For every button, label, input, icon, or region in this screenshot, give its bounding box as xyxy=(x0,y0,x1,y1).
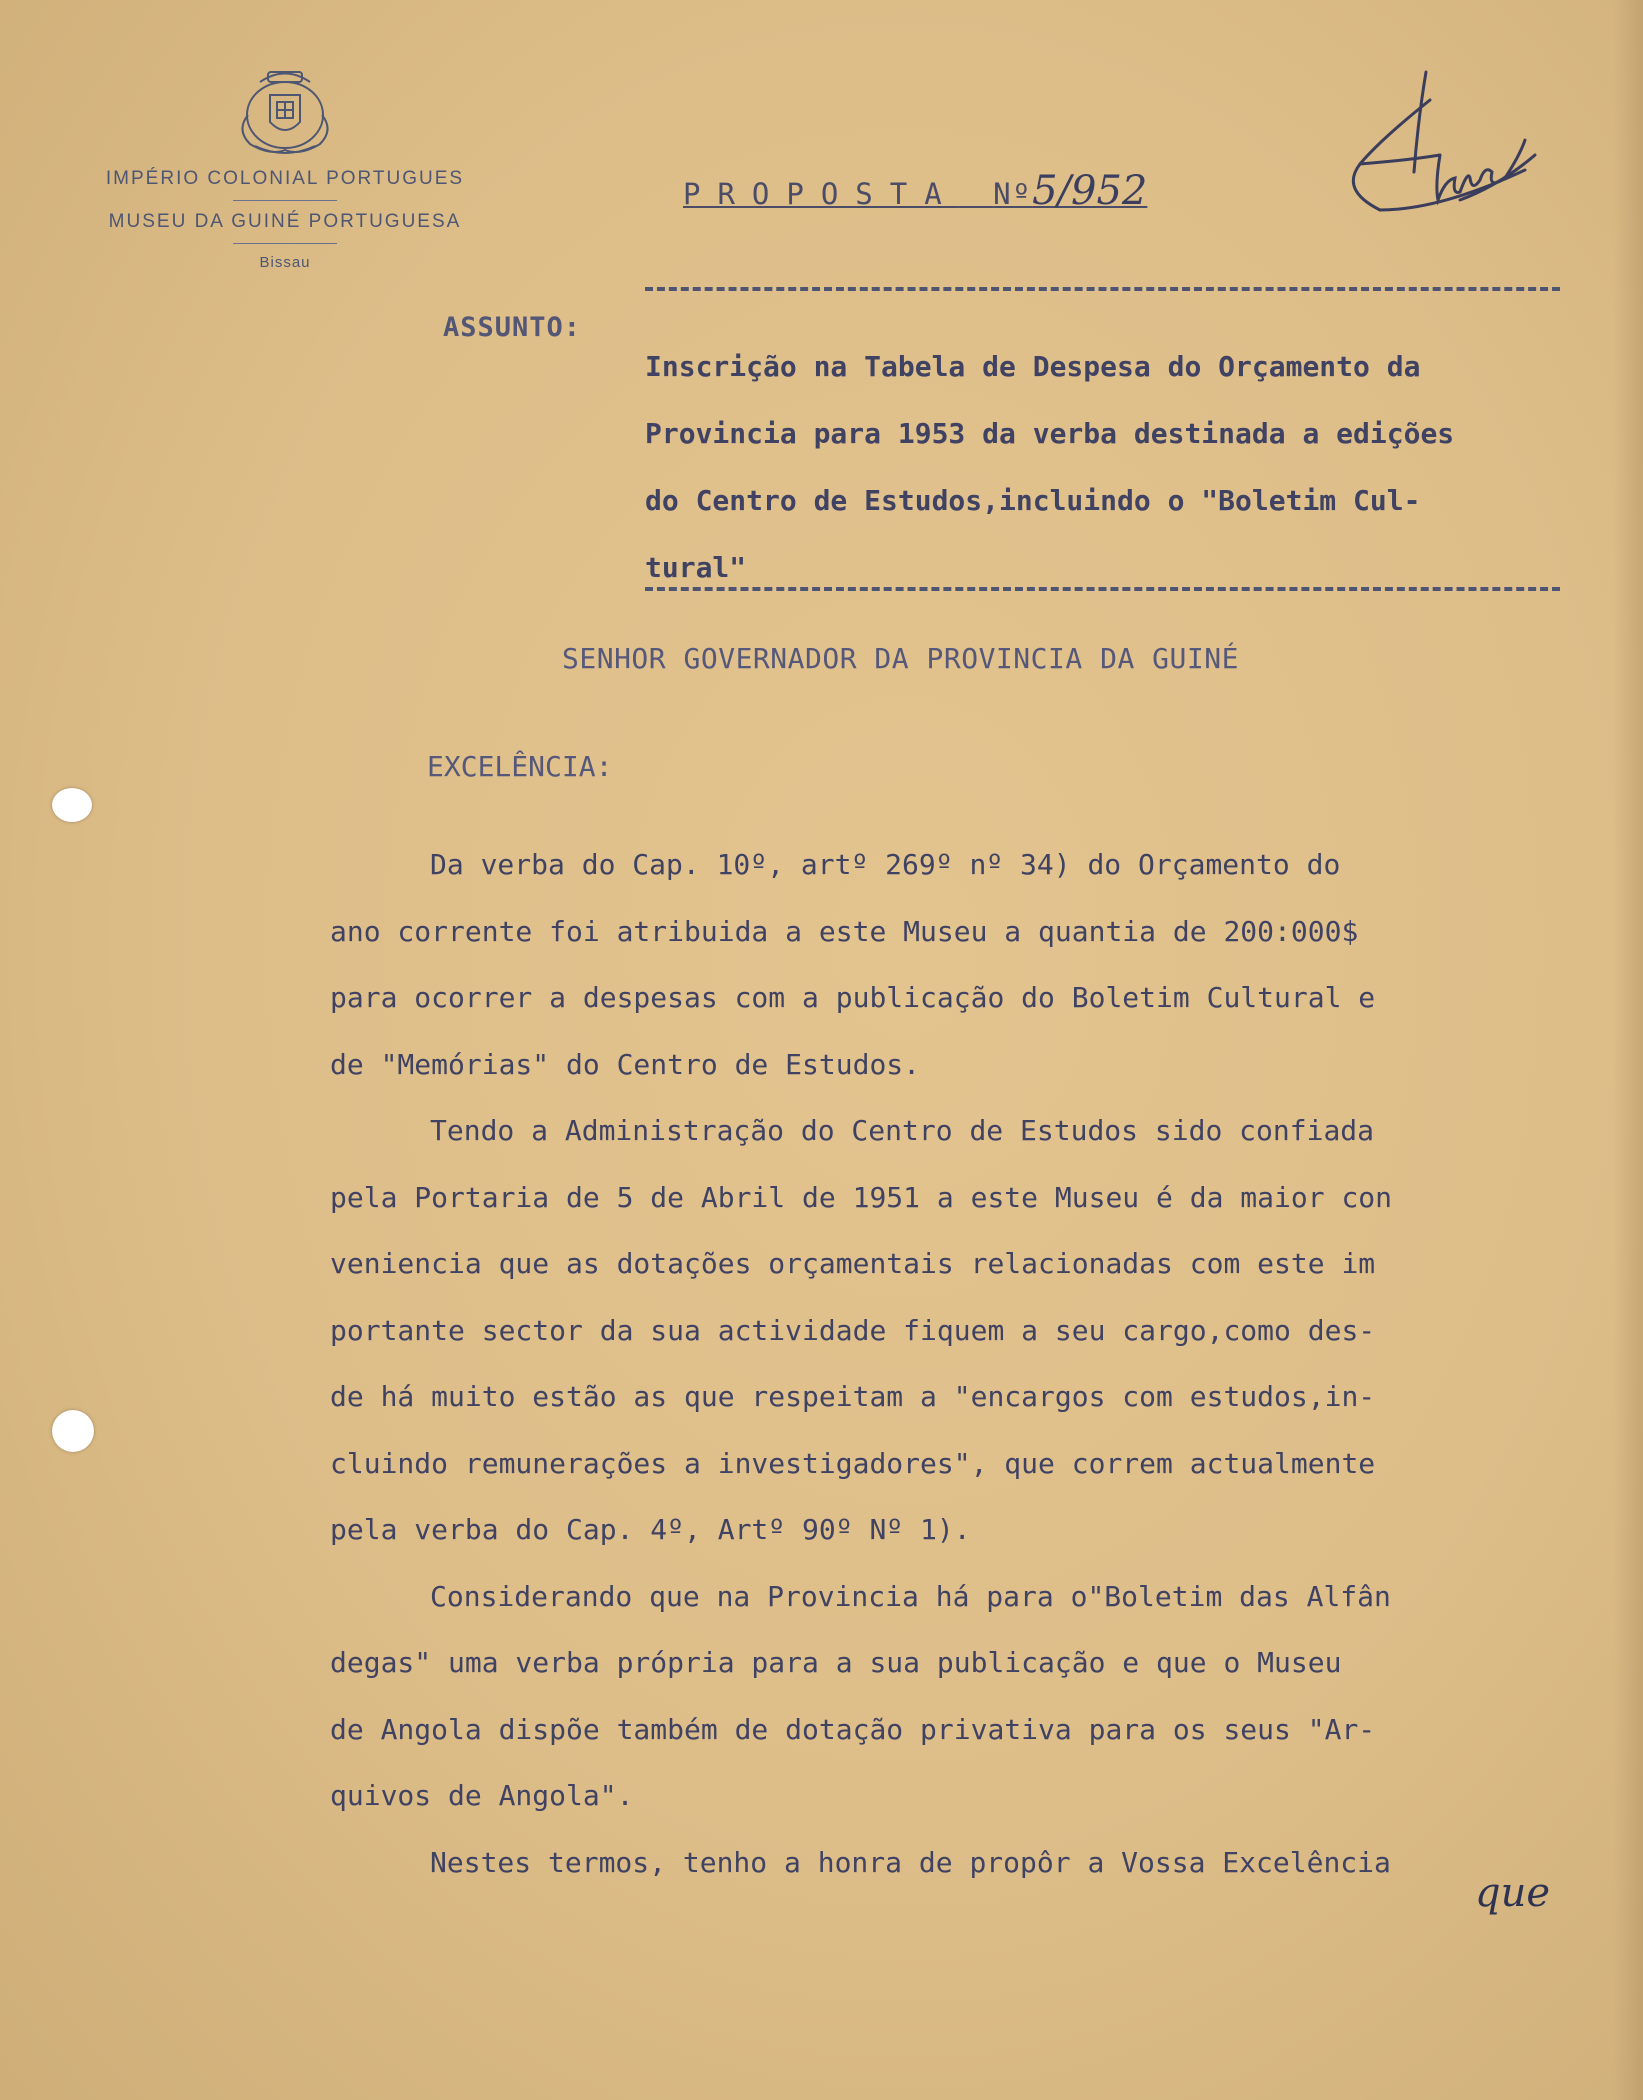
body-line: portante sector da sua actividade fiquem a seu cargo,como des- xyxy=(330,1313,1376,1347)
body-line: degas" uma verba própria para a sua publicação e que o Museu xyxy=(330,1646,1342,1679)
handwritten-signature xyxy=(1320,60,1550,240)
body-line: de Angola dispõe também de dotação privativa para os seus "Ar- xyxy=(330,1712,1376,1746)
body-line: Da verba do Cap. 10º, artº 269º nº 34) do Orçamento do xyxy=(430,848,1341,881)
body-line: para ocorrer a despesas com a publicação do Boletim Cultural e xyxy=(330,981,1376,1014)
letterhead xyxy=(60,60,510,271)
paragraph xyxy=(330,832,1600,1098)
letterhead-empire: IMPÉRIO COLONIAL PORTUGUES xyxy=(105,168,465,189)
letter-body xyxy=(330,832,1600,1896)
body-line: cluindo remunerações a investigadores", que correm actualmente xyxy=(330,1446,1376,1480)
letterhead-museum: MUSEU DA GUINÉ PORTUGUESA xyxy=(108,211,462,232)
subject-line: tural" xyxy=(645,551,747,584)
body-line: Considerando que na Provincia há para o"Boletim das Alfân xyxy=(430,1579,1391,1613)
body-line: Tendo a Administração do Centro de Estudos sido confiada xyxy=(430,1114,1375,1147)
subject-line: Provincia para 1953 da verba destinada a edições xyxy=(645,417,1455,450)
margin-handwritten-note: que xyxy=(1475,1870,1551,1916)
body-line: quivos de Angola". xyxy=(330,1779,634,1812)
title-label: PROPOSTA xyxy=(683,177,959,211)
letterhead-divider xyxy=(233,243,337,244)
subject-line: Inscrição na Tabela de Despesa do Orçamento da xyxy=(645,350,1421,383)
body-line: pela verba do Cap. 4º, Artº 90º Nº 1). xyxy=(330,1513,971,1546)
body-line: de há muito estão as que respeitam a "encargos com estudos,in- xyxy=(330,1380,1376,1413)
subject-label: ASSUNTO: xyxy=(443,312,582,343)
salutation: EXCELÊNCIA: xyxy=(427,750,613,783)
title-number-prefix: Nº xyxy=(993,177,1033,211)
addressee-heading: SENHOR GOVERNADOR DA PROVINCIA DA GUINÉ xyxy=(562,642,1239,675)
letterhead-divider xyxy=(233,200,337,201)
paragraph xyxy=(330,1098,1600,1564)
paragraph xyxy=(330,1830,1600,1897)
coat-of-arms-icon xyxy=(230,60,340,160)
dashed-rule-top xyxy=(645,287,1560,291)
dashed-rule-bottom xyxy=(645,587,1560,591)
body-line: de "Memórias" do Centro de Estudos. xyxy=(330,1047,921,1081)
punch-hole xyxy=(52,788,92,822)
paragraph xyxy=(330,1564,1600,1830)
body-line: veniencia que as dotações orçamentais relacionadas com este im xyxy=(330,1247,1376,1280)
document-title xyxy=(683,168,1147,214)
subject-text xyxy=(645,333,1600,601)
title-number-handwritten: 5/952 xyxy=(1032,168,1148,214)
letterhead-city: Bissau xyxy=(259,254,311,271)
body-line: ano corrente foi atribuida a este Museu a quantia de 200:000$ xyxy=(330,914,1359,948)
punch-hole xyxy=(52,1410,94,1452)
body-line: Nestes termos, tenho a honra de propôr a Vossa Excelência xyxy=(430,1845,1391,1879)
subject-line: do Centro de Estudos,incluindo o "Boletim Cul- xyxy=(645,484,1421,517)
body-line: pela Portaria de 5 de Abril de 1951 a este Museu é da maior con xyxy=(330,1180,1393,1214)
